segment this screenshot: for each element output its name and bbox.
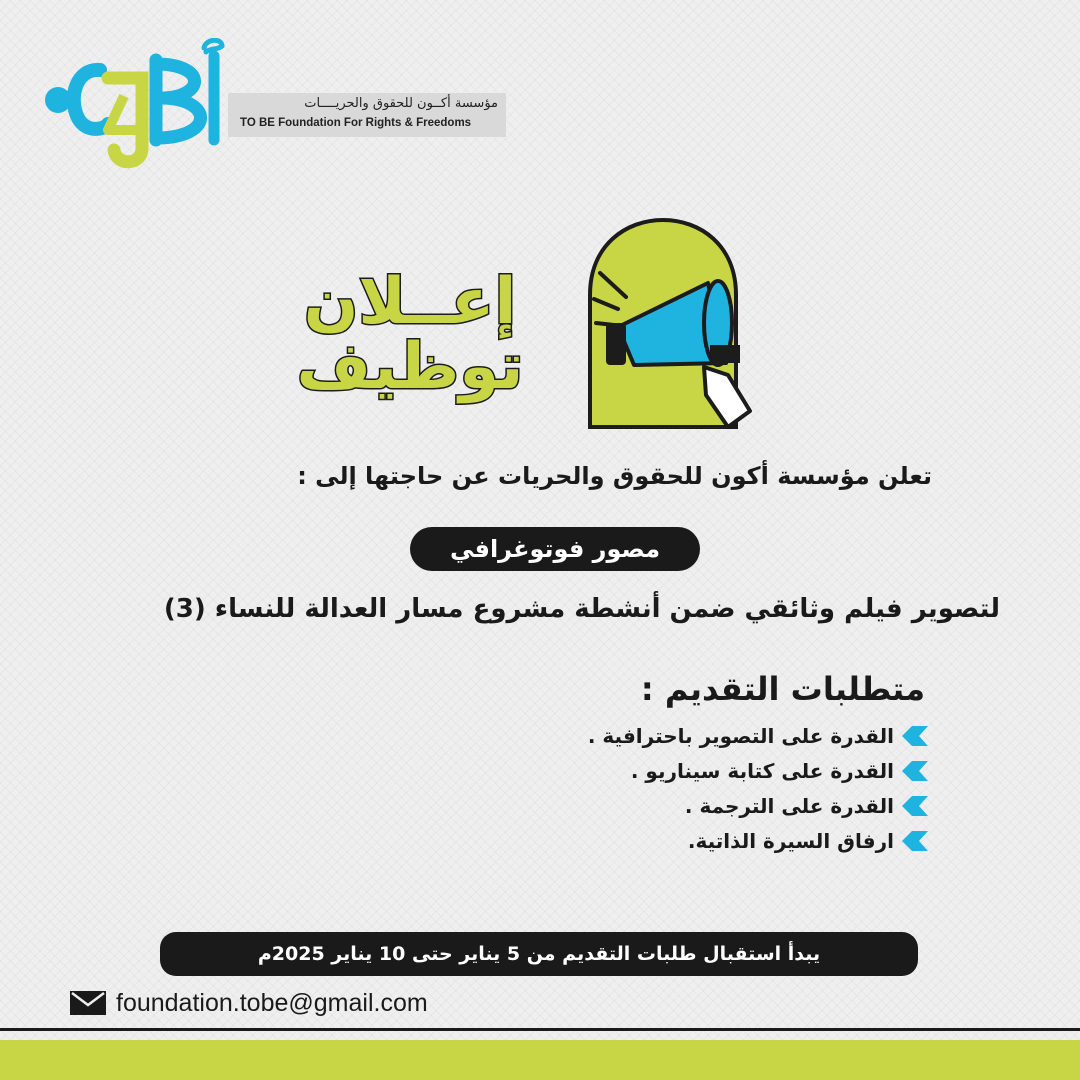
headline xyxy=(280,265,540,405)
requirement-text: القدرة على كتابة سيناريو . xyxy=(630,758,894,783)
logo-arabic-name: مؤسسة أكــون للحقوق والحريــــات xyxy=(304,96,498,111)
contact-row xyxy=(70,986,428,1020)
application-period-banner: يبدأ استقبال طلبات التقديم من 5 يناير حتى 10 يناير 2025م xyxy=(160,932,918,976)
mail-icon xyxy=(70,991,106,1015)
requirement-text: ارفاق السيرة الذاتية. xyxy=(687,828,894,853)
job-purpose-text: لتصوير فيلم وثائقي ضمن أنشطة مشروع مسار العدالة للنساء (3) xyxy=(163,594,1000,624)
chevron-bullet-icon xyxy=(902,761,928,781)
contact-email-link[interactable]: foundation.tobe@gmail.com xyxy=(116,988,428,1017)
footer-band xyxy=(0,1040,1080,1080)
requirements-heading: متطلبات التقديم : xyxy=(640,670,925,708)
logo-english-name: TO BE Foundation For Rights & Freedoms xyxy=(240,117,472,129)
list-item xyxy=(368,788,928,823)
intro-text: تعلن مؤسسة أكون للحقوق والحريات عن حاجتها إلى : xyxy=(297,462,932,490)
headline-employment: توظيف xyxy=(296,330,524,405)
list-item xyxy=(368,823,928,858)
requirements-list xyxy=(368,718,928,858)
chevron-bullet-icon xyxy=(902,796,928,816)
megaphone-icon xyxy=(578,215,753,430)
list-item xyxy=(368,718,928,753)
logo-label xyxy=(228,93,506,137)
job-title-badge: مصور فوتوغرافي xyxy=(410,527,700,571)
chevron-bullet-icon xyxy=(902,726,928,746)
requirement-text: القدرة على الترجمة . xyxy=(684,793,894,818)
headline-announcement: إعــلان xyxy=(303,265,517,339)
chevron-bullet-icon xyxy=(902,831,928,851)
foundation-logo-mark xyxy=(38,38,228,173)
list-item xyxy=(368,753,928,788)
footer-divider xyxy=(0,1028,1080,1031)
requirement-text: القدرة على التصوير باحترافية . xyxy=(587,723,894,748)
